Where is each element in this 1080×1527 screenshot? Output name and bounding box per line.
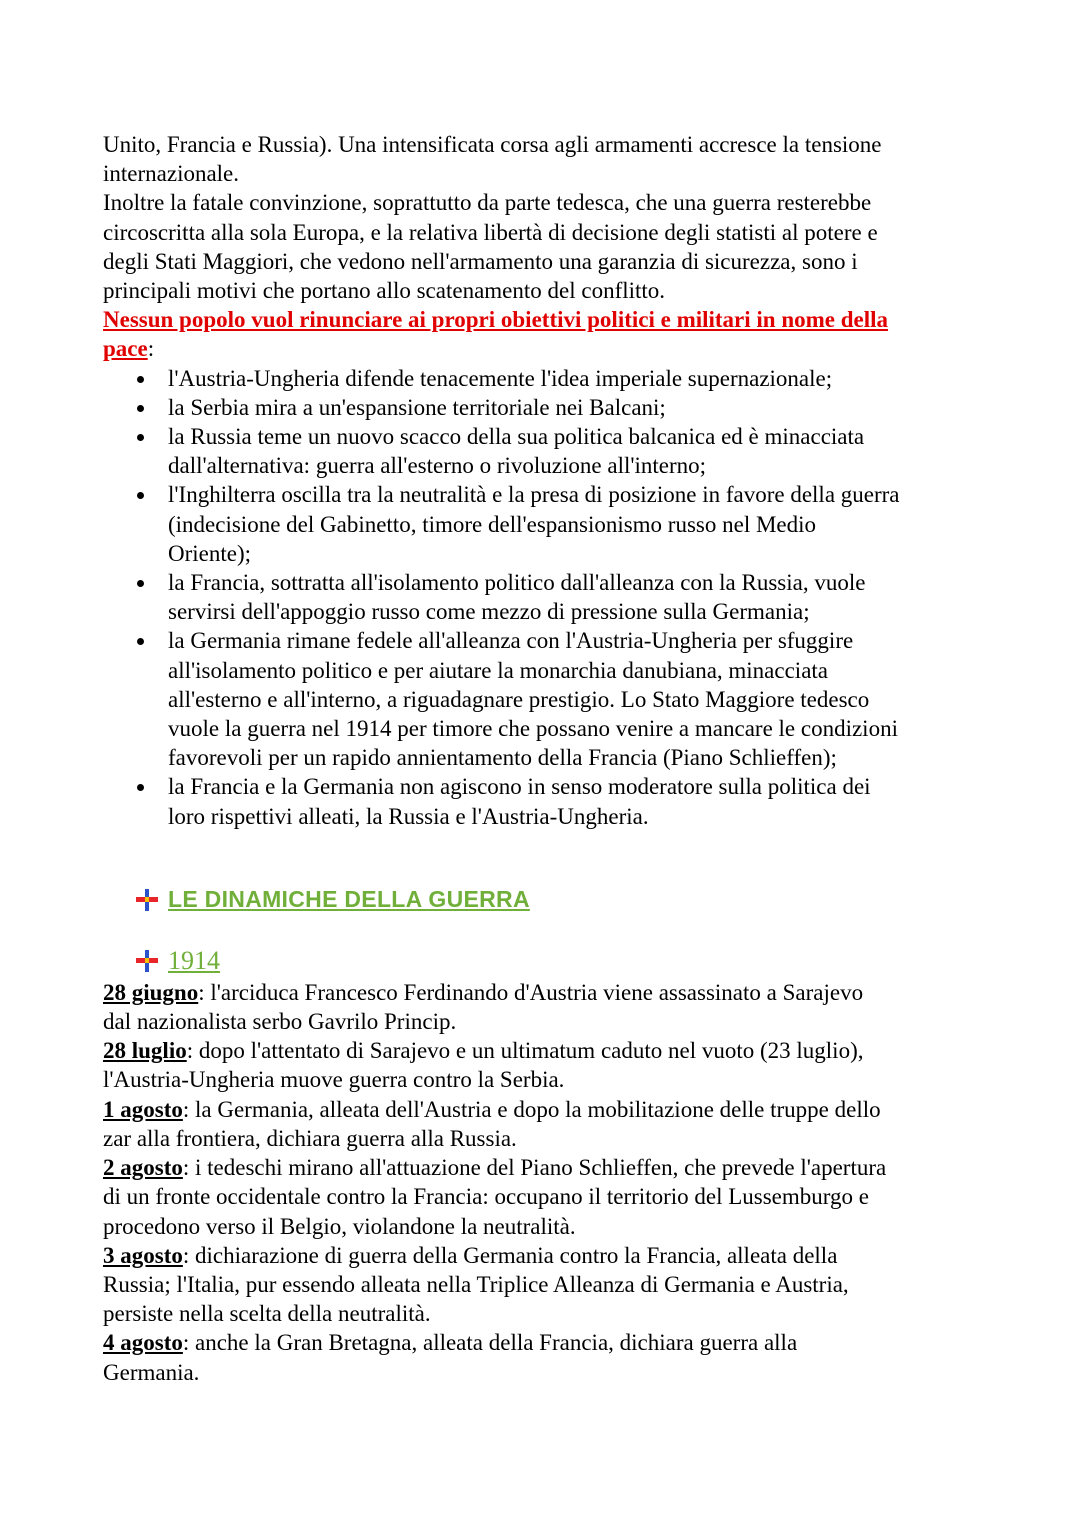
key-statement bbox=[103, 305, 983, 363]
bullet-dot-icon bbox=[137, 405, 144, 412]
bullet-dot-icon bbox=[137, 580, 144, 587]
timeline-entry: 28 luglio: dopo l'attentato di Sarajevo e un ultimatum caduto nel vuoto (23 luglio), l'Austria-Ungheria muove guerra contro la Serbia. bbox=[103, 1038, 864, 1093]
timeline-entry: 28 giugno: l'arciduca Francesco Ferdinando d'Austria viene assassinato a Sarajevo dal nazionalista serbo Gavrilo Princip. bbox=[103, 979, 864, 1035]
list-item: la Francia, sottratta all'isolamento politico dall'alleanza con la Russia, vuole servirsi dell'appoggio russo come mezzo di pressione sulla Germania; bbox=[103, 568, 983, 626]
bullet-dot-icon bbox=[137, 638, 144, 645]
entry-date: 28 luglio bbox=[103, 1038, 187, 1064]
text-line: principali motivi che portano allo scatenamento del conflitto. bbox=[103, 278, 666, 304]
section-heading bbox=[136, 883, 983, 917]
text-line: Unito, Francia e Russia). Una intensificata corsa agli armamenti accresce la tensione bbox=[103, 132, 882, 157]
timeline bbox=[103, 978, 983, 1387]
statement-colon: : bbox=[147, 336, 155, 362]
intro-paragraph bbox=[103, 130, 983, 305]
timeline-entry: 1 agosto: la Germania, alleata dell'Austria e dopo la mobilitazione delle truppe dello zar alla frontiera, dichiara guerra alla Russia. bbox=[103, 1096, 881, 1151]
list-item: l'Inghilterra oscilla tra la neutralità e la presa di posizione in favore della guerra (indecisione del Gabinetto, timore dell'espansionismo russo nel Medio Oriente); bbox=[103, 480, 983, 568]
bullet-dot-icon bbox=[137, 434, 144, 441]
bullet-dot-icon bbox=[137, 376, 144, 383]
entry-date: 3 agosto bbox=[103, 1242, 183, 1268]
list-item: la Germania rimane fedele all'alleanza con l'Austria-Ungheria per sfuggire all'isolamento politico e per aiutare la monarchia danubiana, minacciata all'esterno e all'interno, a riguadagnare prestigio. Lo Stato Maggiore tedesco vuole la guerra nel 1914 per timore che possano venire a mancare le condizioni favorevoli per un rapido annientamento della Francia (Piano Schlieffen); bbox=[103, 626, 983, 772]
year-heading bbox=[136, 944, 983, 978]
section-title: LE DINAMICHE DELLA GUERRA bbox=[168, 886, 530, 913]
entry-date: 4 agosto bbox=[103, 1330, 183, 1356]
statement-highlight: Nessun popolo vuol rinunciare ai propri obiettivi politici e militari in nome della bbox=[103, 307, 889, 333]
entry-date: 28 giugno bbox=[103, 979, 199, 1005]
list-item: la Russia teme un nuovo scacco della sua politica balcanica ed è minacciata dall'alternativa: guerra all'esterno o rivoluzione all'interno; bbox=[103, 422, 983, 480]
cross-icon bbox=[136, 950, 158, 972]
bullet-dot-icon bbox=[137, 492, 144, 499]
motives-list bbox=[103, 364, 983, 831]
list-item: la Serbia mira a un'espansione territoriale nei Balcani; bbox=[103, 393, 983, 422]
bullet-dot-icon bbox=[137, 784, 144, 791]
entry-date: 1 agosto bbox=[103, 1096, 183, 1122]
timeline-entry: 3 agosto: dichiarazione di guerra della Germania contro la Francia, alleata della Russia; l'Italia, pur essendo alleata nella Triplice Alleanza di Germania e Austria, persiste nella scelta della neutralità. bbox=[103, 1242, 849, 1327]
cross-icon bbox=[136, 889, 158, 911]
text-line: degli Stati Maggiori, che vedono nell'armamento una garanzia di sicurezza, sono i bbox=[103, 248, 858, 274]
text-line: Inoltre la fatale convinzione, soprattutto da parte tedesca, che una guerra resterebbe bbox=[103, 190, 872, 216]
list-item: l'Austria-Ungheria difende tenacemente l'idea imperiale supernazionale; bbox=[103, 364, 983, 393]
text-line: circoscritta alla sola Europa, e la relativa libertà di decisione degli statisti al potere e bbox=[103, 219, 878, 245]
entry-date: 2 agosto bbox=[103, 1155, 183, 1181]
timeline-entry: 2 agosto: i tedeschi mirano all'attuazione del Piano Schlieffen, che prevede l'apertura di un fronte occidentale contro la Francia: occupano il territorio del Lussemburgo e procedono verso il Belgio, violandone la neutralità. bbox=[103, 1155, 887, 1239]
text-line: internazionale. bbox=[103, 161, 240, 187]
list-item: la Francia e la Germania non agiscono in senso moderatore sulla politica dei loro rispettivi alleati, la Russia e l'Austria-Ungheria. bbox=[103, 772, 983, 830]
statement-highlight: pace bbox=[103, 336, 148, 362]
year-label: 1914 bbox=[168, 946, 220, 976]
document-page bbox=[103, 130, 983, 1387]
timeline-entry: 4 agosto: anche la Gran Bretagna, alleata della Francia, dichiara guerra alla Germania. bbox=[103, 1330, 798, 1385]
